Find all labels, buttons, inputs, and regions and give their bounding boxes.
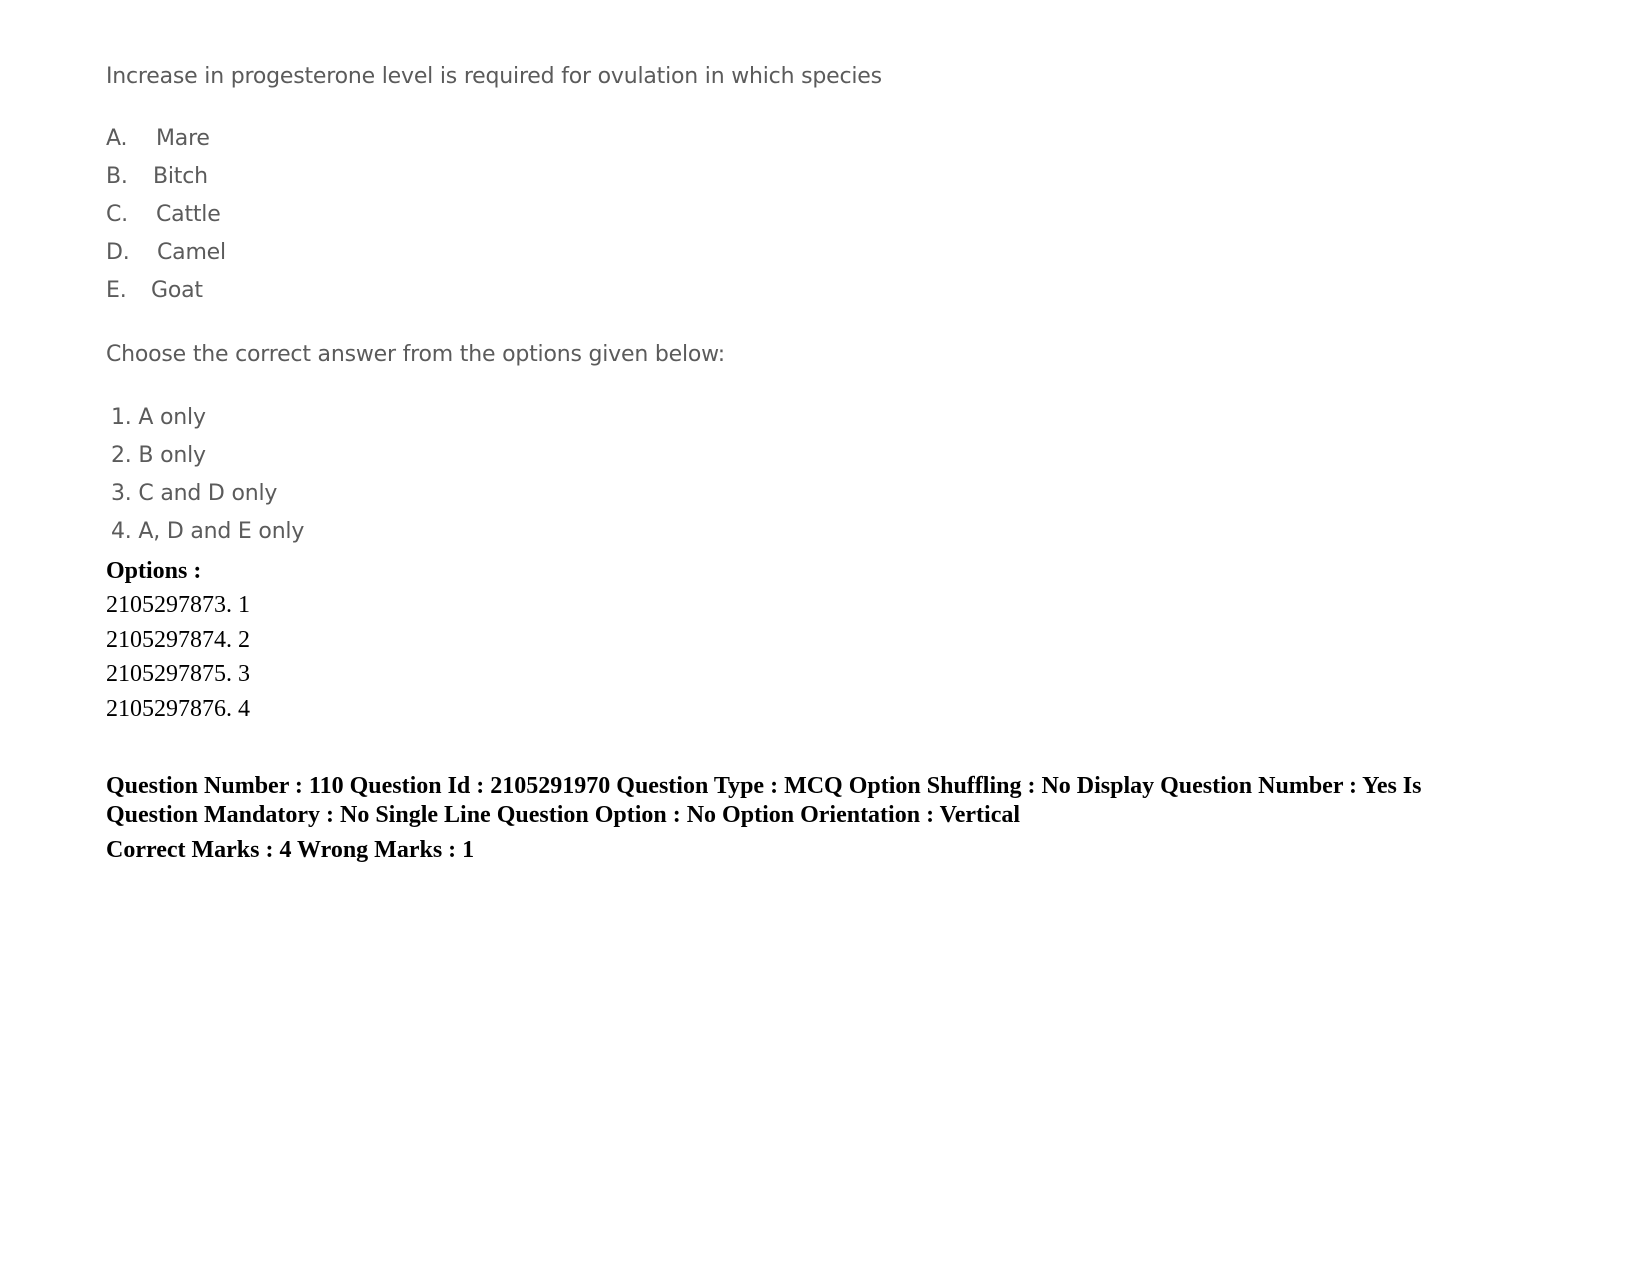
statement-item <box>106 278 203 303</box>
choice-item: 4. A, D and E only <box>111 519 305 544</box>
statement-item <box>106 126 210 151</box>
marks-line: Correct Marks : 4 Wrong Marks : 1 <box>106 837 475 863</box>
statement-text: Mare <box>156 126 210 151</box>
statement-text: Camel <box>157 240 226 265</box>
statement-letter: A. <box>106 126 128 151</box>
statement-text: Goat <box>151 278 203 303</box>
statement-item <box>106 202 221 227</box>
choice-item: 1. A only <box>111 405 206 430</box>
option-item: 2105297876. 4 <box>106 696 250 722</box>
choice-item: 2. B only <box>111 443 206 468</box>
statement-letter: E. <box>106 278 127 303</box>
statement-letter: D. <box>106 240 130 265</box>
metadata-line: Question Mandatory : No Single Line Question Option : No Option Orientation : Vertical <box>106 802 1021 828</box>
options-heading: Options : <box>106 558 202 584</box>
question-metadata <box>106 772 1546 865</box>
option-item: 2105297875. 3 <box>106 661 250 687</box>
statement-letter: B. <box>106 164 128 189</box>
statement-text: Bitch <box>153 164 208 189</box>
statement-item <box>106 240 226 265</box>
statement-text: Cattle <box>156 202 221 227</box>
option-item: 2105297874. 2 <box>106 627 250 653</box>
choice-item: 3. C and D only <box>111 481 278 506</box>
statement-letter: C. <box>106 202 128 227</box>
metadata-line: Question Number : 110 Question Id : 2105291970 Question Type : MCQ Option Shuffling : No Display Question Number : Yes Is <box>106 773 1422 799</box>
option-item: 2105297873. 1 <box>106 592 250 618</box>
question-text: Increase in progesterone level is required for ovulation in which species <box>106 64 882 89</box>
statement-item <box>106 164 208 189</box>
instruction-text: Choose the correct answer from the options given below: <box>106 342 725 367</box>
